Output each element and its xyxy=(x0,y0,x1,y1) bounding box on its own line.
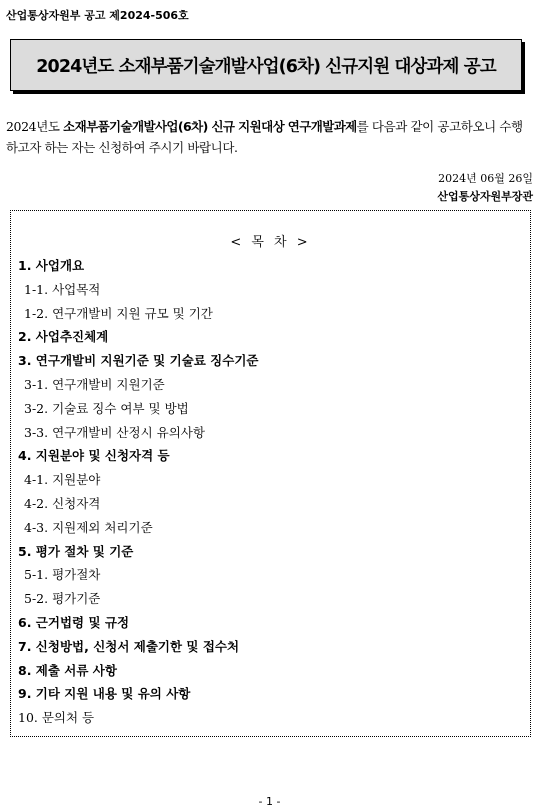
toc-item: 10. 문의처 등 xyxy=(18,710,95,726)
toc-item: 7. 신청방법, 신청서 제출기한 및 접수처 xyxy=(18,638,240,654)
toc-subitem: 3-2. 기술료 징수 여부 및 방법 xyxy=(24,400,189,416)
toc-list xyxy=(18,254,524,730)
page-number: - 1 - xyxy=(258,795,281,808)
toc-subitem: 5-1. 평가절차 xyxy=(24,567,101,583)
toc-subitem: 3-3. 연구개발비 산정시 유의사항 xyxy=(24,424,205,440)
table-of-contents xyxy=(10,210,531,737)
toc-subitem: 1-1. 사업목적 xyxy=(24,281,101,297)
toc-subitem: 3-1. 연구개발비 지원기준 xyxy=(24,376,165,392)
toc-subitem: 5-2. 평가기준 xyxy=(24,591,101,607)
toc-item: 8. 제출 서류 사항 xyxy=(18,662,117,678)
toc-subitem: 4-2. 신청자격 xyxy=(24,495,101,511)
toc-subitem: 4-3. 지원제외 처리기준 xyxy=(24,519,153,535)
page-title: 2024년도 소재부품기술개발사업(6차) 신규지원 대상과제 공고 xyxy=(36,56,496,77)
toc-heading: < 목 차 > xyxy=(230,235,311,250)
toc-item: 1. 사업개요 xyxy=(18,258,85,273)
issuer-name: 산업통상자원부장관 xyxy=(437,190,533,203)
toc-item: 6. 근거법령 및 규정 xyxy=(18,614,130,630)
toc-item: 3. 연구개발비 지원기준 및 기술료 징수기준 xyxy=(18,353,259,369)
intro-paragraph xyxy=(6,116,534,158)
toc-item: 4. 지원분야 및 신청자격 등 xyxy=(18,448,170,464)
intro-text-bold: 소재부품기술개발사업(6차) 신규 지원대상 연구개발과제 xyxy=(63,119,357,134)
title-box xyxy=(10,39,522,91)
toc-subitem: 4-1. 지원분야 xyxy=(24,472,101,488)
toc-item: 2. 사업추진체계 xyxy=(18,329,109,345)
intro-text-end: 를 다음과 같이 공고하오니 수행하고자 하는 자는 신청하여 주시기 바랍니다. xyxy=(6,119,523,155)
intro-text-start: 2024년도 xyxy=(6,119,64,134)
toc-item: 9. 기타 지원 내용 및 유의 사항 xyxy=(18,686,191,702)
toc-subitem: 1-2. 연구개발비 지원 규모 및 기간 xyxy=(24,305,213,321)
toc-item: 5. 평가 절차 및 기준 xyxy=(18,543,134,559)
notice-date: 2024년 06월 26일 xyxy=(438,172,533,185)
notice-number: 산업통상자원부 공고 제2024-506호 xyxy=(6,9,189,22)
